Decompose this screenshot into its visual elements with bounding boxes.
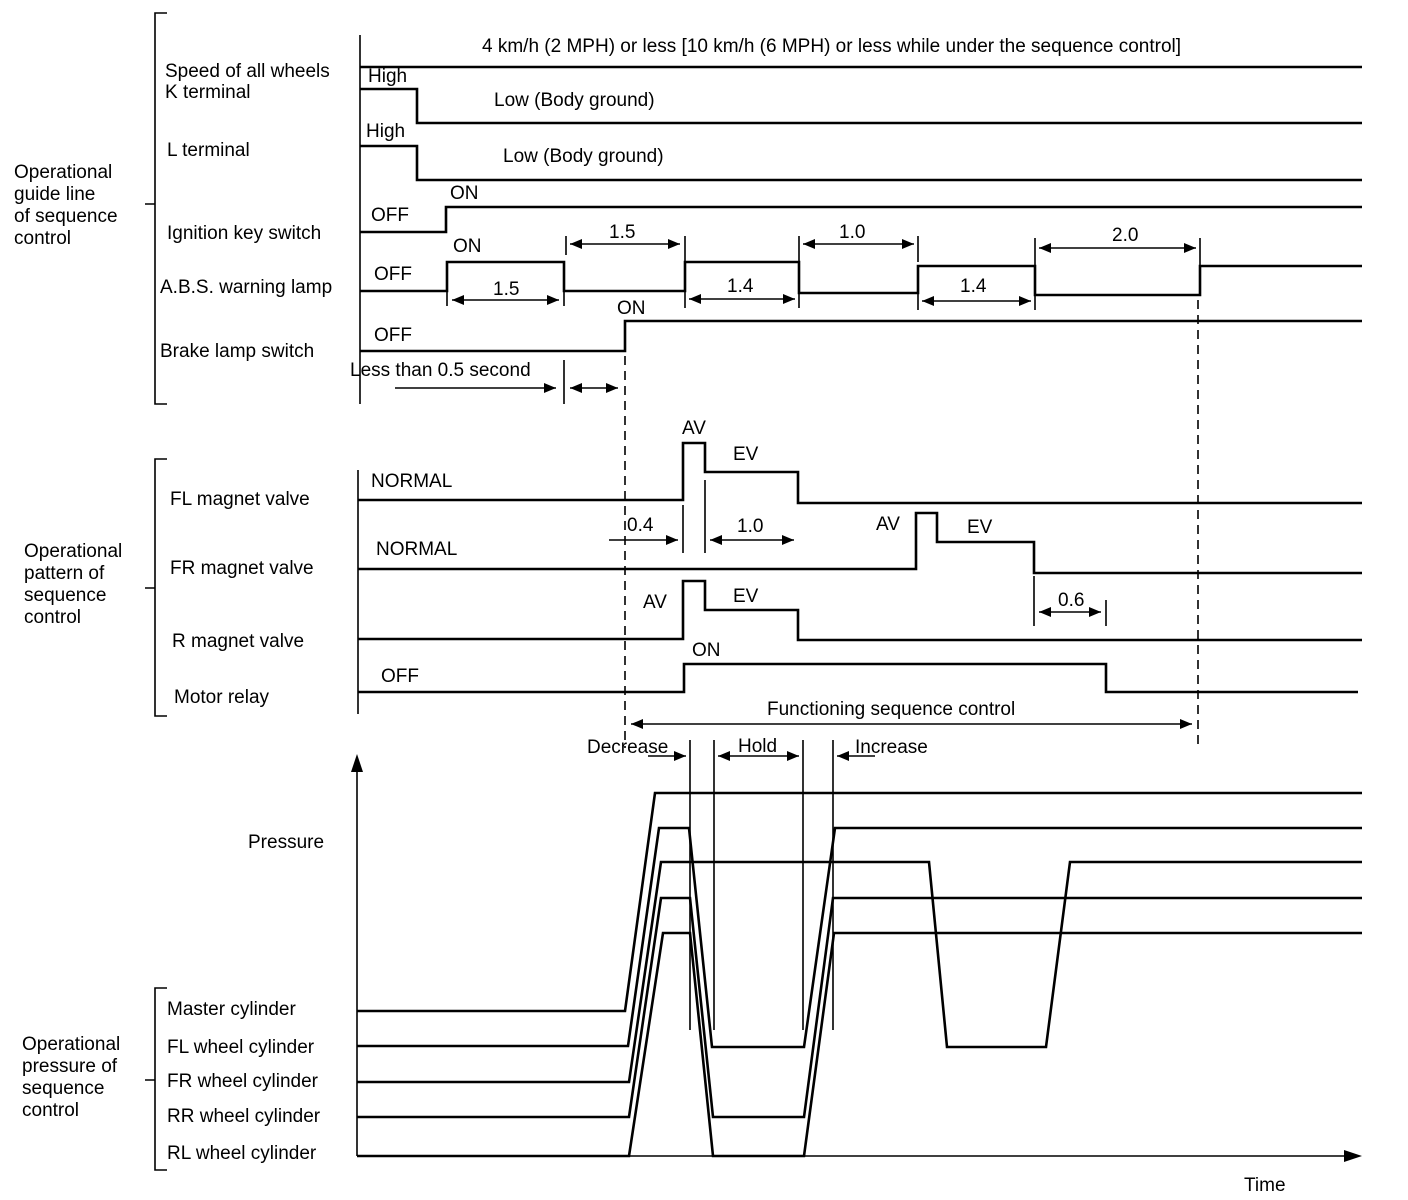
motor-on-label: ON xyxy=(692,640,721,661)
pressure-group-bracket xyxy=(145,988,167,1170)
abs-lamp-label: A.B.S. warning lamp xyxy=(160,277,333,298)
pressure-axis-label: Pressure xyxy=(248,832,325,853)
brake-switch-label: Brake lamp switch xyxy=(160,341,315,362)
abs-off-3-value: 2.0 xyxy=(1112,225,1139,246)
less-than-dimension xyxy=(350,360,618,404)
functioning-text: Functioning sequence control xyxy=(767,699,1016,720)
master-cylinder-label: Master cylinder xyxy=(167,999,296,1020)
fl-wheel-label: FL wheel cylinder xyxy=(167,1037,315,1058)
increase-label: Increase xyxy=(855,737,928,758)
fr-valve-label: FR magnet valve xyxy=(170,558,314,579)
guide-group-line-4: control xyxy=(14,228,72,249)
r-ev-label: EV xyxy=(733,586,759,607)
functioning-dimension xyxy=(631,699,1192,729)
l-terminal-label: L terminal xyxy=(167,140,250,161)
l-low-label: Low (Body ground) xyxy=(503,146,664,167)
abs-off-label: OFF xyxy=(374,264,412,285)
abs-dim-off-3 xyxy=(1035,225,1200,266)
guide-group-line-3: of sequence xyxy=(14,206,118,227)
fl-ev-value: 1.0 xyxy=(737,516,764,537)
pressure-group-line-3: sequence xyxy=(22,1078,105,1099)
pressure-group-line-2: pressure of xyxy=(22,1056,118,1077)
ignition-on-label: ON xyxy=(450,183,479,204)
r-av-label: AV xyxy=(643,592,667,613)
time-axis-arrow xyxy=(1344,1150,1362,1162)
fl-delay-value: 0.4 xyxy=(627,515,654,536)
master-cylinder-waveform xyxy=(357,793,1362,1011)
abs-on-label: ON xyxy=(453,236,482,257)
abs-dim-off-2 xyxy=(799,222,918,262)
pattern-group-bracket xyxy=(145,459,167,716)
brake-on-label: ON xyxy=(617,298,646,319)
less-than-text: Less than 0.5 second xyxy=(350,360,531,381)
motor-relay-waveform xyxy=(358,664,1358,692)
fr-wheel-label: FR wheel cylinder xyxy=(167,1071,318,1092)
abs-off-2-value: 1.0 xyxy=(839,222,866,243)
fl-ev-label: EV xyxy=(733,444,759,465)
brake-off-label: OFF xyxy=(374,325,412,346)
motor-relay-label: Motor relay xyxy=(174,687,270,708)
fr-av-label: AV xyxy=(876,514,900,535)
brake-switch-waveform xyxy=(360,321,1362,351)
abs-dim-on-3 xyxy=(918,270,1035,310)
rl-wheel-waveform xyxy=(357,933,1362,1156)
fl-valve-waveform xyxy=(358,443,1362,503)
ignition-label: Ignition key switch xyxy=(167,223,322,244)
abs-off-1-value: 1.5 xyxy=(609,222,636,243)
ignition-off-label: OFF xyxy=(371,205,409,226)
fl-normal-label: NORMAL xyxy=(371,471,453,492)
speed-label: Speed of all wheels xyxy=(165,61,330,82)
guide-group-line-2: guide line xyxy=(14,184,96,205)
abs-on-1-value: 1.5 xyxy=(493,279,520,300)
fr-valve-waveform xyxy=(358,513,1362,573)
pattern-group-line-1: Operational xyxy=(24,541,123,562)
fr-delay-value: 0.6 xyxy=(1058,590,1085,611)
time-axis-label: Time xyxy=(1244,1175,1286,1196)
pressure-group-line-1: Operational xyxy=(22,1034,121,1055)
fl-av-label: AV xyxy=(682,418,706,439)
abs-on-2-value: 1.4 xyxy=(727,276,754,297)
r-valve-waveform xyxy=(358,581,1362,640)
abs-dim-on-1 xyxy=(447,270,564,306)
pattern-group-label xyxy=(24,541,122,628)
rr-wheel-label: RR wheel cylinder xyxy=(167,1106,321,1127)
rl-wheel-label: RL wheel cylinder xyxy=(167,1143,317,1164)
fl-delay-dimension xyxy=(609,480,794,553)
fr-delay-dimension xyxy=(1034,576,1106,626)
k-low-label: Low (Body ground) xyxy=(494,90,655,111)
fr-ev-label: EV xyxy=(967,517,993,538)
pressure-group-line-4: control xyxy=(22,1100,80,1121)
fr-wheel-waveform xyxy=(357,862,1362,1082)
pressure-group-label xyxy=(22,1034,120,1121)
l-high-label: High xyxy=(366,121,406,142)
pattern-group-line-3: sequence xyxy=(24,585,107,606)
pressure-axis-arrow xyxy=(351,754,363,772)
guide-group-label xyxy=(14,162,118,249)
rr-wheel-waveform xyxy=(357,898,1362,1117)
r-valve-label: R magnet valve xyxy=(172,631,305,652)
abs-dim-off-1 xyxy=(566,222,685,270)
fl-valve-label: FL magnet valve xyxy=(170,489,310,510)
guide-group-line-1: Operational xyxy=(14,162,113,183)
pattern-group-line-4: control xyxy=(24,607,82,628)
k-terminal-label: K terminal xyxy=(165,82,251,103)
abs-on-3-value: 1.4 xyxy=(960,276,987,297)
motor-off-label: OFF xyxy=(381,666,419,687)
decrease-label: Decrease xyxy=(587,737,669,758)
k-high-label: High xyxy=(368,66,408,87)
pattern-group-line-2: pattern of xyxy=(24,563,105,584)
speed-condition-text: 4 km/h (2 MPH) or less [10 km/h (6 MPH) or less while under the sequence control] xyxy=(482,36,1182,57)
fr-normal-label: NORMAL xyxy=(376,539,458,560)
hold-label: Hold xyxy=(738,736,778,757)
phase-markers xyxy=(648,740,875,1030)
abs-dim-on-2 xyxy=(685,270,799,308)
